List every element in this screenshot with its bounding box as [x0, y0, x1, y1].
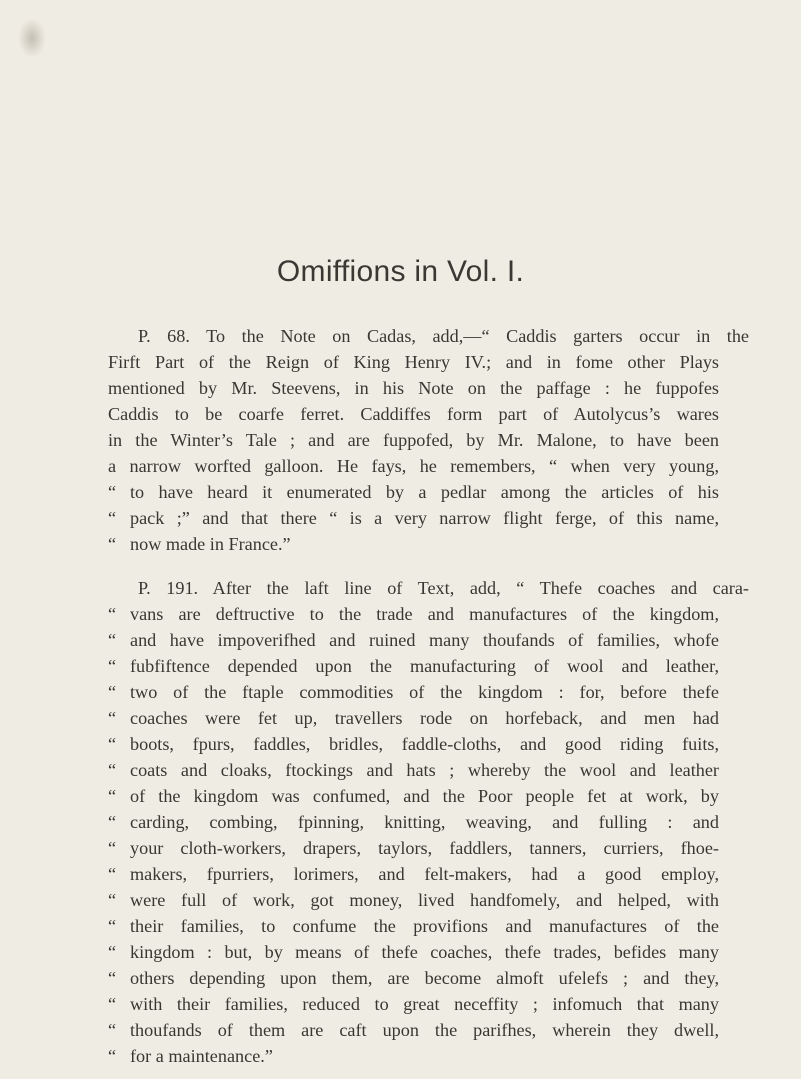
quoted-line [108, 627, 719, 653]
quoted-line [108, 965, 719, 991]
paper-stain [18, 18, 46, 58]
quote-mark: “ [108, 734, 117, 754]
quoted-line [108, 757, 719, 783]
quote-mark: “ [108, 812, 117, 832]
quoted-line [108, 783, 719, 809]
text-line: their families, to confume the provifions and manufactures of the [130, 916, 719, 936]
quote-mark: “ [108, 994, 117, 1014]
quote-mark: “ [108, 482, 117, 502]
quote-mark: “ [108, 968, 117, 988]
text-line: thoufands of them are caft upon the parifhes, wherein they dwell, [130, 1020, 719, 1040]
quote-mark: “ [108, 916, 117, 936]
quoted-line [108, 679, 719, 705]
text-line: Firft Part of the Reign of King Henry IV.; and in fome other Plays [108, 352, 719, 372]
quoted-line [108, 835, 719, 861]
text-line: and have impoverifhed and ruined many thoufands of families, whofe [130, 630, 719, 650]
text-line: two of the ftaple commodities of the kingdom : for, before thefe [130, 682, 719, 702]
text-line: were full of work, got money, lived handfomely, and helped, with [130, 890, 719, 910]
text-line: to have heard it enumerated by a pedlar among the articles of his [130, 482, 719, 502]
quoted-line [108, 1017, 719, 1043]
quote-mark: “ [108, 864, 117, 884]
quote-mark: “ [108, 942, 117, 962]
quote-mark: “ [108, 534, 117, 554]
text-line: of the kingdom was confumed, and the Poor people fet at work, by [130, 786, 719, 806]
text-line: P. 68. To the Note on Cadas, add,—“ Caddis garters occur in the [138, 326, 749, 346]
quote-mark: “ [108, 1020, 117, 1040]
text-line: mentioned by Mr. Steevens, in his Note on the paffage : he fuppofes [108, 378, 719, 398]
quote-mark: “ [108, 890, 117, 910]
text-line: boots, fpurs, faddles, bridles, faddle-cloths, and good riding fuits, [130, 734, 719, 754]
text-line: pack ;” and that there “ is a very narrow flight ferge, of this name, [130, 508, 719, 528]
text-line: carding, combing, fpinning, knitting, weaving, and fulling : and [130, 812, 719, 832]
quoted-line [108, 887, 719, 913]
quoted-line [108, 479, 719, 505]
text-line: makers, fpurriers, lorimers, and felt-makers, had a good employ, [130, 864, 719, 884]
text-line: now made in France.” [130, 534, 291, 554]
text-line: in the Winter’s Tale ; and are fuppofed, by Mr. Malone, to have been [108, 430, 719, 450]
quoted-line [108, 861, 719, 887]
quote-mark: “ [108, 604, 117, 624]
quote-mark: “ [108, 682, 117, 702]
text-line: coats and cloaks, ftockings and hats ; whereby the wool and leather [130, 760, 719, 780]
text-line: for a maintenance.” [130, 1046, 273, 1066]
text-line: Caddis to be coarfe ferret. Caddiffes form part of Autolycus’s wares [108, 404, 719, 424]
quoted-line [108, 705, 719, 731]
quote-mark: “ [108, 760, 117, 780]
quoted-line [108, 809, 719, 835]
text-line: vans are deftructive to the trade and manufactures of the kingdom, [130, 604, 719, 624]
quote-mark: “ [108, 786, 117, 806]
quoted-line [108, 731, 719, 757]
quoted-line [108, 653, 719, 679]
page-title: Omiffions in Vol. I. [276, 255, 525, 288]
text-line: fubfiftence depended upon the manufacturing of wool and leather, [130, 656, 719, 676]
quoted-line [108, 991, 719, 1017]
quoted-line [108, 505, 719, 531]
text-line: a narrow worfted galloon. He fays, he remembers, “ when very young, [108, 456, 719, 476]
quote-mark: “ [108, 1046, 117, 1066]
quoted-line [108, 939, 719, 965]
quoted-line [108, 913, 719, 939]
text-line: coaches were fet up, travellers rode on horfeback, and men had [130, 708, 719, 728]
text-line: P. 191. After the laft line of Text, add, “ Thefe coaches and cara- [138, 578, 749, 598]
quoted-line [108, 531, 719, 557]
quoted-line [108, 1043, 719, 1069]
text-line: with their families, reduced to great neceffity ; infomuch that many [130, 994, 719, 1014]
quote-mark: “ [108, 838, 117, 858]
quote-mark: “ [108, 508, 117, 528]
quote-mark: “ [108, 630, 117, 650]
text-line: kingdom : but, by means of thefe coaches, thefe trades, befides many [130, 942, 719, 962]
quoted-line [108, 601, 719, 627]
text-line: others depending upon them, are become almoft ufelefs ; and they, [130, 968, 719, 988]
text-line: your cloth-workers, drapers, taylors, faddlers, tanners, curriers, fhoe- [130, 838, 719, 858]
quote-mark: “ [108, 708, 117, 728]
quote-mark: “ [108, 656, 117, 676]
